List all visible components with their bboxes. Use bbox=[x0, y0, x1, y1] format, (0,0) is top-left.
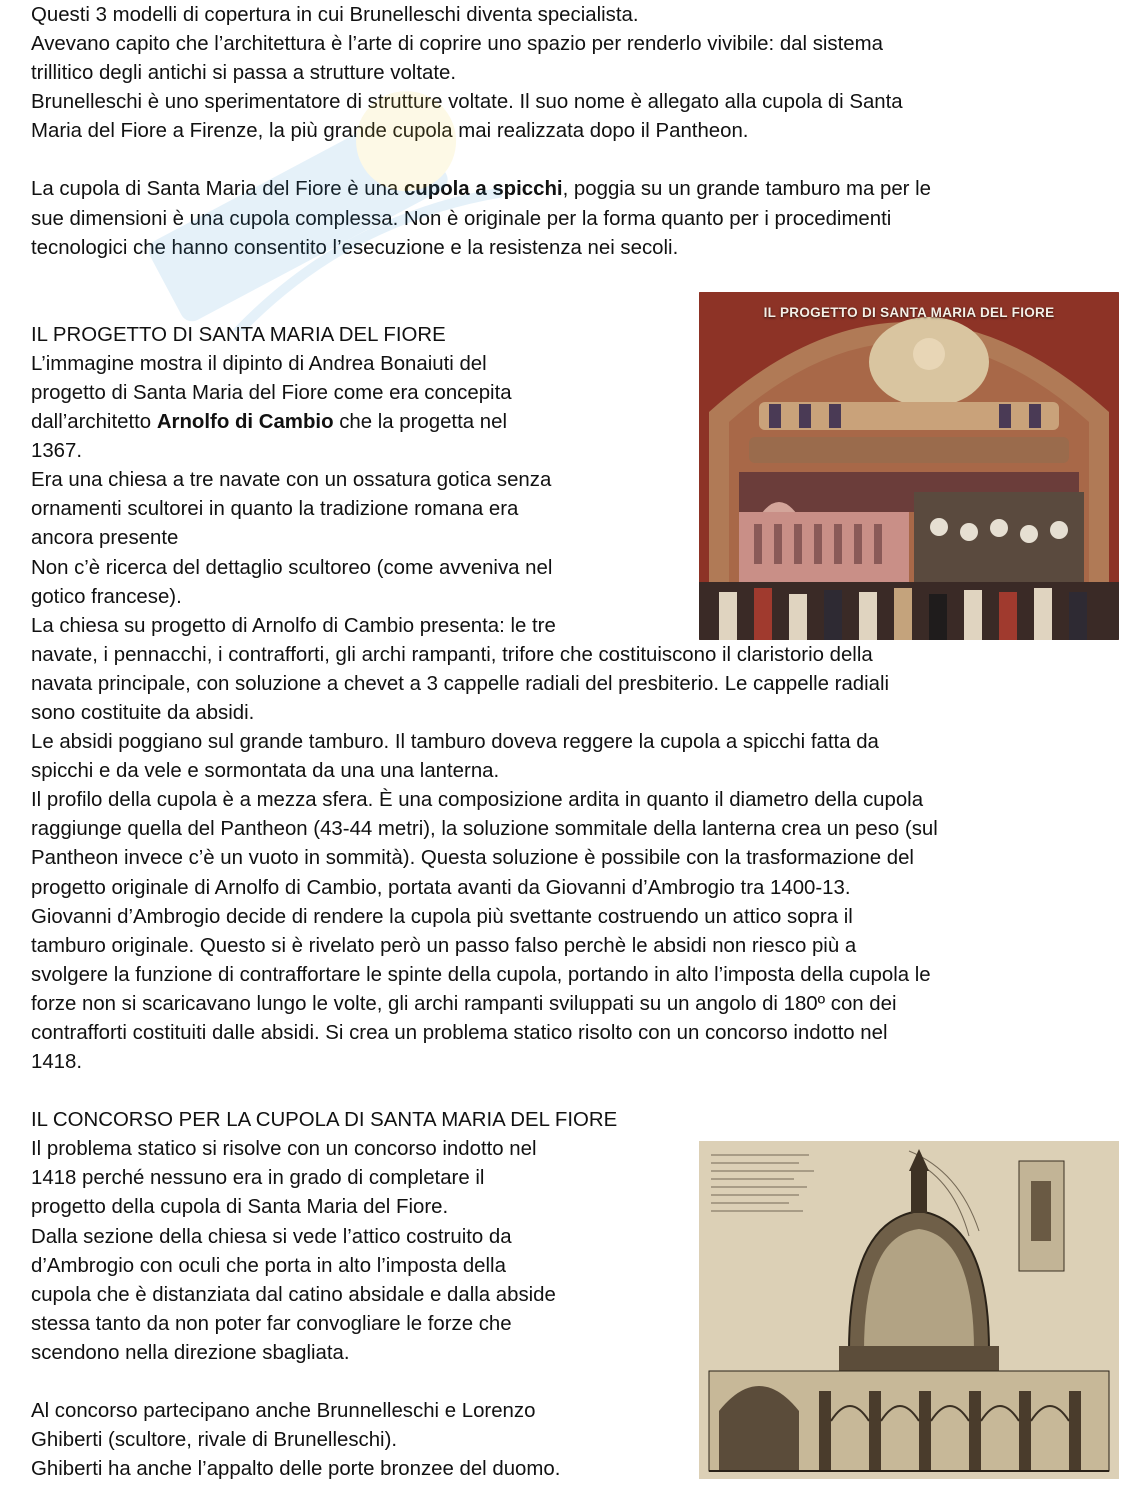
intro-line: Brunelleschi è uno sperimentatore di strutture voltate. Il suo nome è allegato alla cupola di Santa bbox=[31, 91, 903, 114]
intro-line: Maria del Fiore a Firenze, la più grande cupola mai realizzata dopo il Pantheon. bbox=[31, 120, 749, 143]
text-line: Al concorso partecipano anche Brunnelleschi e Lorenzo bbox=[31, 1400, 536, 1423]
text-line: 1367. bbox=[31, 440, 83, 463]
text-line: scendono nella direzione sbagliata. bbox=[31, 1341, 350, 1364]
text-line: Era una chiesa a tre navate con un ossatura gotica senza bbox=[31, 469, 552, 492]
section-engraving-image bbox=[699, 1141, 1119, 1479]
section-heading: IL PROGETTO DI SANTA MARIA DEL FIORE bbox=[31, 323, 446, 346]
text-line: stessa tanto da non poter far convogliare le forze che bbox=[31, 1312, 512, 1335]
text-line: Il problema statico si risolve con un concorso indotto nel bbox=[31, 1138, 537, 1161]
intro-line: Questi 3 modelli di copertura in cui Brunelleschi diventa specialista. bbox=[31, 4, 639, 26]
text-line: Non c’è ricerca del dettaglio scultoreo (come avveniva nel bbox=[31, 556, 553, 579]
text-run: dall’architetto bbox=[31, 411, 157, 434]
text-line: progetto di Santa Maria del Fiore come era concepita bbox=[31, 381, 512, 404]
text-line: La chiesa su progetto di Arnolfo di Cambio presenta: le tre bbox=[31, 614, 556, 637]
text-run: , poggia su un grande tamburo ma per le bbox=[562, 178, 931, 201]
cathedral-section-drawing bbox=[699, 1141, 1119, 1479]
text-line: navate, i pennacchi, i contrafforti, gli archi rampanti, trifore che costituiscono il claristorio della bbox=[31, 643, 873, 666]
fresco-caption: IL PROGETTO DI SANTA MARIA DEL FIORE bbox=[763, 304, 1055, 320]
text-run: La cupola di Santa Maria del Fiore è una bbox=[31, 178, 404, 201]
text-run: che la progetta nel bbox=[333, 411, 507, 434]
bold-term: cupola a spicchi bbox=[403, 178, 563, 201]
text-line: Giovanni d’Ambrogio decide di rendere la cupola più svettante costruendo un attico sopra il bbox=[31, 905, 853, 928]
text-line: progetto originale di Arnolfo di Cambio, portata avanti da Giovanni d’Ambrogio tra 1400-13. bbox=[31, 876, 851, 899]
text-line: Il profilo della cupola è a mezza sfera. È una composizione ardita in quanto il diametro della cupola bbox=[31, 789, 924, 812]
text-line: contrafforti costituiti dalle absidi. Si crea un problema statico risolto con un concorso indotto nel bbox=[31, 1022, 888, 1044]
text-line: cupola che è distanziata dal catino absidale e dalla abside bbox=[31, 1283, 556, 1306]
text-line: tamburo originale. Questo si è rivelato però un passo falso perchè le absidi non riesco più a bbox=[31, 934, 857, 957]
intro-line: Avevano capito che l’architettura è l’arte di coprire uno spazio per renderlo vivibile: dal sistema bbox=[31, 33, 883, 56]
text-line: sono costituite da absidi. bbox=[31, 701, 255, 724]
text-line: Dalla sezione della chiesa si vede l’attico costruito da bbox=[31, 1225, 512, 1248]
text-line: L’immagine mostra il dipinto di Andrea Bonaiuti del bbox=[31, 352, 487, 375]
section-concorso bbox=[31, 1135, 1121, 1484]
text-line: gotico francese). bbox=[31, 585, 182, 608]
text-line: ancora presente bbox=[31, 527, 179, 550]
text-line: 1418. bbox=[31, 1051, 83, 1074]
text-line: spicchi e da vele e sormontata da una una lanterna. bbox=[31, 760, 500, 783]
text-line: Le absidi poggiano sul grande tamburo. Il tamburo doveva reggere la cupola a spicchi fatta da bbox=[31, 731, 879, 754]
text-line: raggiunge quella del Pantheon (43-44 metri), la soluzione sommitale della lanterna crea un peso (sul bbox=[31, 818, 938, 841]
text-line: forze non si scaricavano lungo le volte, gli archi rampanti sviluppati su un angolo di 180º con dei bbox=[31, 992, 897, 1015]
text-line: Ghiberti ha anche l’appalto delle porte bronzee del duomo. bbox=[31, 1458, 561, 1481]
text-line: Pantheon invece c’è un vuoto in sommità). Questa soluzione è possibile con la trasformazione del bbox=[31, 847, 914, 870]
intro-line: trillitico degli antichi si passa a strutture voltate. bbox=[31, 62, 456, 85]
section-heading: IL CONCORSO PER LA CUPOLA DI SANTA MARIA DEL FIORE bbox=[31, 1109, 618, 1132]
text-line: d’Ambrogio con oculi che porta in alto l’imposta della bbox=[31, 1254, 506, 1277]
text-line: Ghiberti (scultore, rivale di Brunelleschi). bbox=[31, 1429, 398, 1452]
document-page bbox=[31, 1, 1121, 1484]
fresco-image bbox=[699, 292, 1119, 640]
intro-line bbox=[31, 175, 1121, 204]
text-line: progetto della cupola di Santa Maria del Fiore. bbox=[31, 1196, 449, 1219]
intro-line: tecnologici che hanno consentito l’esecuzione e la resistenza nei secoli. bbox=[31, 236, 679, 259]
fresco-painting bbox=[699, 292, 1119, 640]
text-line: 1418 perché nessuno era in grado di completare il bbox=[31, 1167, 485, 1190]
intro-line: sue dimensioni è una cupola complessa. Non è originale per la forma quanto per i procedimenti bbox=[31, 207, 892, 230]
section-progetto bbox=[31, 292, 1121, 641]
text-line: svolgere la funzione di contraffortare le spinte della cupola, portando in alto l’imposta della cupola le bbox=[31, 963, 931, 986]
text-line: ornamenti scultorei in quanto la tradizione romana era bbox=[31, 498, 519, 521]
text-line: navata principale, con soluzione a chevet a 3 cappelle radiali del presbiterio. Le cappelle radiali bbox=[31, 672, 890, 695]
bold-term: Arnolfo di Cambio bbox=[156, 411, 334, 434]
